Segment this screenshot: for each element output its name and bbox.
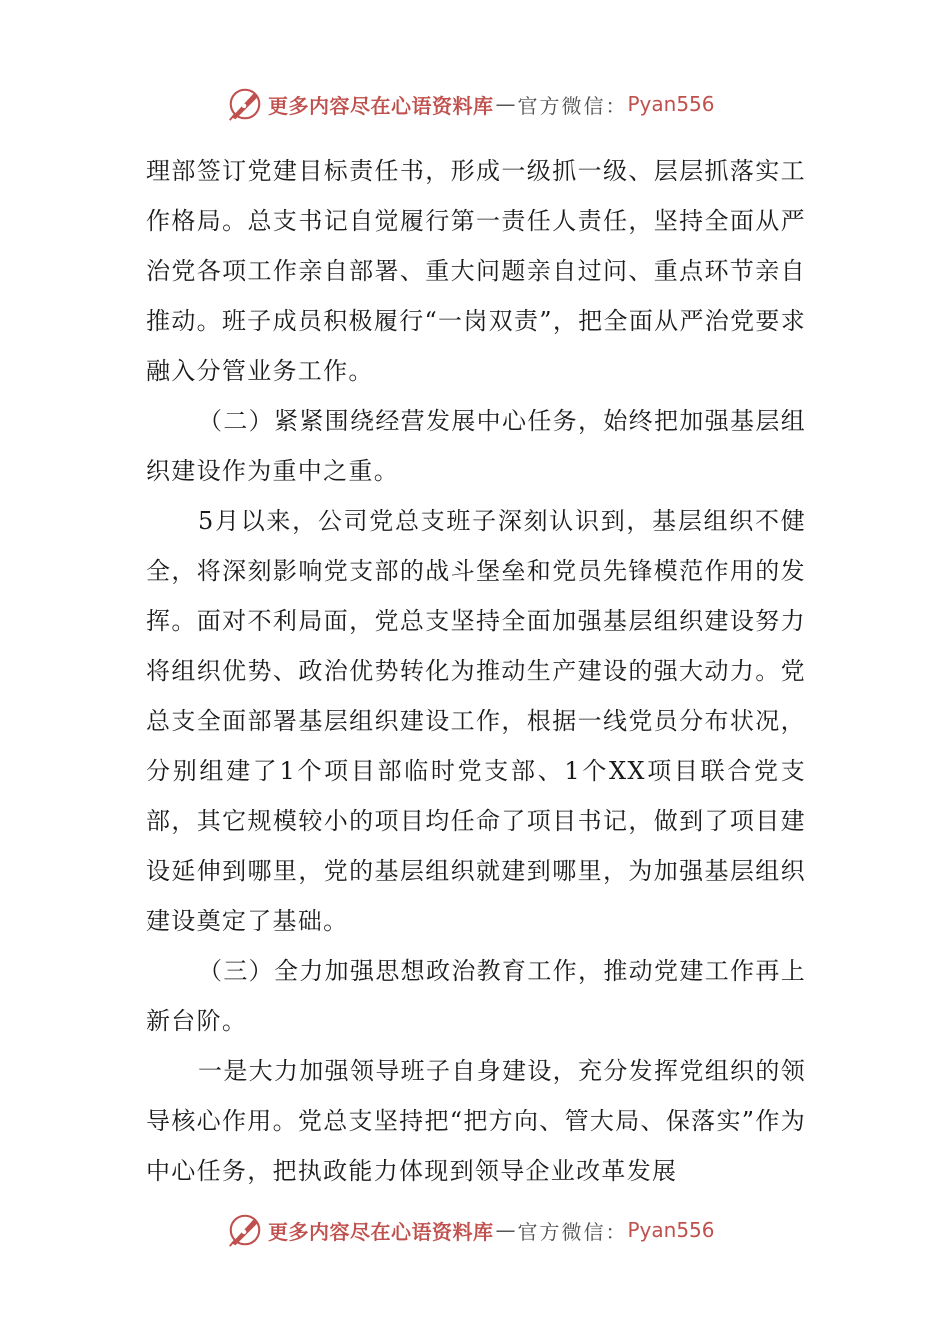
section-heading-three: （三）全力加强思想政治教育工作，推动党建工作再上新台阶。 xyxy=(146,957,806,1035)
watermark-wechat-id: Pyan556 xyxy=(627,1218,715,1242)
pen-nib-logo-icon xyxy=(226,1211,264,1249)
document-body xyxy=(146,146,806,1196)
pen-nib-logo-icon xyxy=(226,85,264,123)
watermark-wechat-id: Pyan556 xyxy=(627,92,715,116)
footer-watermark xyxy=(226,1210,715,1250)
paragraph-continuation: 理部签订党建目标责任书，形成一级抓一级、层层抓落实工作格局。总支书记自觉履行第一责任人责任，坚持全面从严治党各项工作亲自部署、重大问题亲自过问、重点环节亲自推动。班子成员积极履行“一岗双责”，把全面从严治党要求融入分管业务工作。 xyxy=(146,157,806,385)
watermark-separator: — xyxy=(495,92,516,116)
watermark-wechat-label: 官方微信： xyxy=(517,93,628,118)
watermark-separator: — xyxy=(495,1218,516,1242)
section-heading-two: （二）紧紧围绕经营发展中心任务，始终把加强基层组织建设作为重中之重。 xyxy=(146,407,806,485)
paragraph-organization: 5月以来，公司党总支班子深刻认识到，基层组织不健全，将深刻影响党支部的战斗堡垒和党员先锋模范作用的发挥。面对不利局面，党总支坚持全面加强基层组织建设努力将组织优势、政治优势转化为推动生产建设的强大动力。党总支全面部署基层组织建设工作，根据一线党员分布状况，分别组建了1个项目部临时党支部、1个XX项目联合党支部，其它规模较小的项目均任命了项目书记，做到了项目建设延伸到哪里，党的基层组织就建到哪里，为加强基层组织建设奠定了基础。 xyxy=(146,507,806,935)
header-watermark xyxy=(226,84,715,124)
paragraph-leadership: 一是大力加强领导班子自身建设，充分发挥党组织的领导核心作用。党总支坚持把“把方向、管大局、保落实”作为中心任务，把执政能力体现到领导企业改革发展 xyxy=(146,1057,806,1185)
watermark-site-name: 更多内容尽在心语资料库 xyxy=(268,93,494,118)
watermark-site-name: 更多内容尽在心语资料库 xyxy=(268,1219,494,1244)
watermark-wechat-label: 官方微信： xyxy=(517,1219,628,1244)
